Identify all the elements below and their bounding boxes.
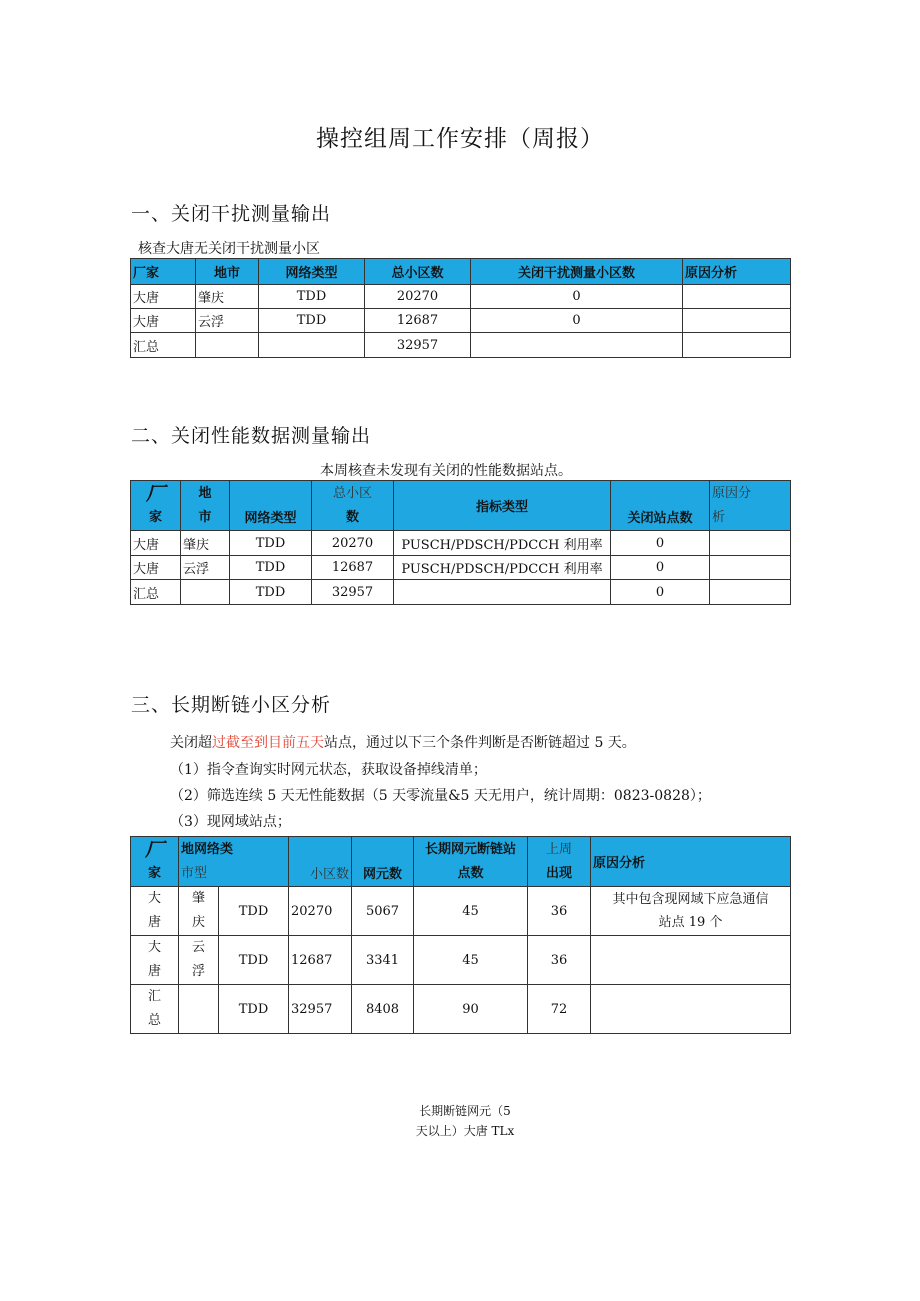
s2-header-metric: 指标类型 (394, 481, 611, 531)
cell: 云浮 (196, 309, 259, 333)
cell (259, 333, 365, 358)
s2-header-vendor-bottom: 家 (148, 509, 162, 525)
figure-caption-line1: 长期断链网元（5 (419, 1104, 511, 1118)
cell (683, 285, 791, 309)
cell: 45 (414, 887, 528, 936)
cell: 45 (414, 936, 528, 985)
s3-header-vendor-bottom: 家 (147, 865, 161, 881)
condition-1: （1）指令查询实时网元状态，获取设备掉线清单； (170, 762, 487, 778)
cell: 72 (528, 985, 591, 1034)
figure-caption (380, 1101, 550, 1141)
cell (710, 556, 791, 580)
cell: 12687 (312, 556, 394, 580)
cell: TDD (219, 887, 289, 936)
cell (710, 531, 791, 556)
table-row (131, 985, 791, 1034)
s3-header-reason: 原因分析 (591, 837, 791, 887)
cell: 12687 (289, 936, 352, 985)
cell: TDD (259, 309, 365, 333)
s1-header-net: 网络类型 (259, 259, 365, 285)
cell: 0 (471, 309, 683, 333)
s2-header-reason-top: 原因分 (712, 485, 752, 501)
cell: 32957 (365, 333, 471, 358)
cell: 36 (528, 936, 591, 985)
s3-header-ne: 网元数 (352, 837, 414, 887)
cell (683, 309, 791, 333)
cell: 唐 (147, 915, 161, 930)
s3-header-cells: 小区数 (310, 867, 350, 882)
page-title: 操控组周工作安排（周报） (316, 126, 604, 152)
cell (710, 580, 791, 605)
cell: 浮 (191, 964, 205, 979)
s2-header-cells-top: 总小区 (332, 485, 372, 501)
intro-text-pre: 关闭超 (170, 735, 212, 751)
cell: 3341 (352, 936, 414, 985)
table-row (131, 580, 791, 605)
condition-2: （2）筛选连续 5 天无性能数据（5 天零流量&5 天无用户，统计周期：0823-0828）； (170, 788, 711, 804)
cell: 0 (611, 580, 710, 605)
cell: 0 (611, 531, 710, 556)
s2-header-reason-bottom: 析 (712, 509, 726, 525)
cell: 90 (414, 985, 528, 1034)
cell: 0 (471, 285, 683, 309)
section1-table (130, 258, 791, 358)
figure-caption-line2: 天以上）大唐 TLx (415, 1124, 515, 1138)
s3-header-vendor-top: 厂 (144, 838, 164, 861)
section2-table (130, 480, 791, 605)
s1-header-cells: 总小区数 (365, 259, 471, 285)
cell: 大唐 (131, 531, 181, 556)
cell: 肇庆 (196, 285, 259, 309)
s3-header-broken-bottom: 点数 (457, 865, 484, 881)
intro-text-post: 站点，通过以下三个条件判断是否断链超过 5 天。 (324, 735, 636, 751)
cell (196, 333, 259, 358)
s3-header-lastweek-top: 上周 (546, 841, 573, 857)
section3-intro (170, 732, 636, 752)
section2-heading: 二、关闭性能数据测量输出 (131, 425, 372, 447)
cell: PUSCH/PDSCH/PDCCH 利用率 (394, 556, 611, 580)
cell: 大唐 (131, 309, 196, 333)
cell: 12687 (365, 309, 471, 333)
cell: 5067 (352, 887, 414, 936)
cell: 肇 (191, 891, 205, 906)
s3-header-city-net: 地网络类 (181, 841, 234, 857)
cell: TDD (259, 285, 365, 309)
table-row (131, 531, 791, 556)
cell: 其中包含现网域下应急通信 (612, 892, 769, 907)
table-row (131, 556, 791, 580)
cell: 大 (147, 891, 161, 906)
s2-header-vendor-top: 厂 (145, 482, 165, 505)
table-row (131, 936, 791, 985)
s2-header-city-top: 地 (198, 485, 212, 501)
s2-header-city-bottom: 市 (198, 509, 212, 525)
section3-table (130, 836, 791, 1034)
cell: 云 (191, 940, 205, 955)
cell: 大唐 (131, 556, 181, 580)
cell: 0 (611, 556, 710, 580)
table-row (131, 887, 791, 936)
table-row (131, 309, 791, 333)
cell: TDD (219, 936, 289, 985)
section1-caption: 核查大唐无关闭干扰测量小区 (138, 241, 320, 257)
s1-header-closed: 关闭干扰测量小区数 (471, 259, 683, 285)
s1-header-city: 地市 (196, 259, 259, 285)
intro-text-highlight: 过截至到目前五天 (212, 735, 324, 751)
cell: 唐 (147, 964, 161, 979)
cell (683, 333, 791, 358)
cell: 总 (147, 1013, 161, 1028)
cell: 20270 (365, 285, 471, 309)
cell: TDD (230, 531, 312, 556)
s2-header-closed: 关闭站点数 (611, 481, 710, 531)
section1-heading: 一、关闭干扰测量输出 (131, 203, 332, 225)
cell: TDD (230, 556, 312, 580)
s3-header-city-net-bottom: 市型 (181, 865, 208, 881)
cell: 肇庆 (181, 531, 230, 556)
section3-heading: 三、长期断链小区分析 (131, 694, 332, 716)
cell: TDD (219, 985, 289, 1034)
cell (181, 580, 230, 605)
s1-header-vendor: 厂家 (131, 259, 196, 285)
cell: 汇总 (131, 580, 181, 605)
cell (471, 333, 683, 358)
table-row (131, 285, 791, 309)
table-row (131, 333, 791, 358)
cell: 8408 (352, 985, 414, 1034)
cell: 站点 19 个 (658, 915, 723, 930)
cell: 32957 (289, 985, 352, 1034)
cell: 云浮 (181, 556, 230, 580)
cell: TDD (230, 580, 312, 605)
cell: 庆 (191, 915, 205, 930)
cell: PUSCH/PDSCH/PDCCH 利用率 (394, 531, 611, 556)
cell: 36 (528, 887, 591, 936)
s2-header-cells-bottom: 数 (345, 509, 359, 525)
cell: 20270 (289, 887, 352, 936)
section2-caption: 本周核查未发现有关闭的性能数据站点。 (320, 463, 572, 479)
s3-header-broken-top: 长期网元断链站 (425, 841, 517, 857)
s2-header-net: 网络类型 (230, 481, 312, 531)
cell: 大 (147, 940, 161, 955)
cell: 汇总 (131, 333, 196, 358)
cell: 汇 (147, 989, 161, 1004)
cell: 20270 (312, 531, 394, 556)
cell (394, 580, 611, 605)
s3-header-lastweek-bottom: 出现 (546, 865, 573, 881)
condition-3: （3）现网域站点； (170, 814, 291, 830)
s1-header-reason: 原因分析 (683, 259, 791, 285)
cell: 32957 (312, 580, 394, 605)
cell: 大唐 (131, 285, 196, 309)
